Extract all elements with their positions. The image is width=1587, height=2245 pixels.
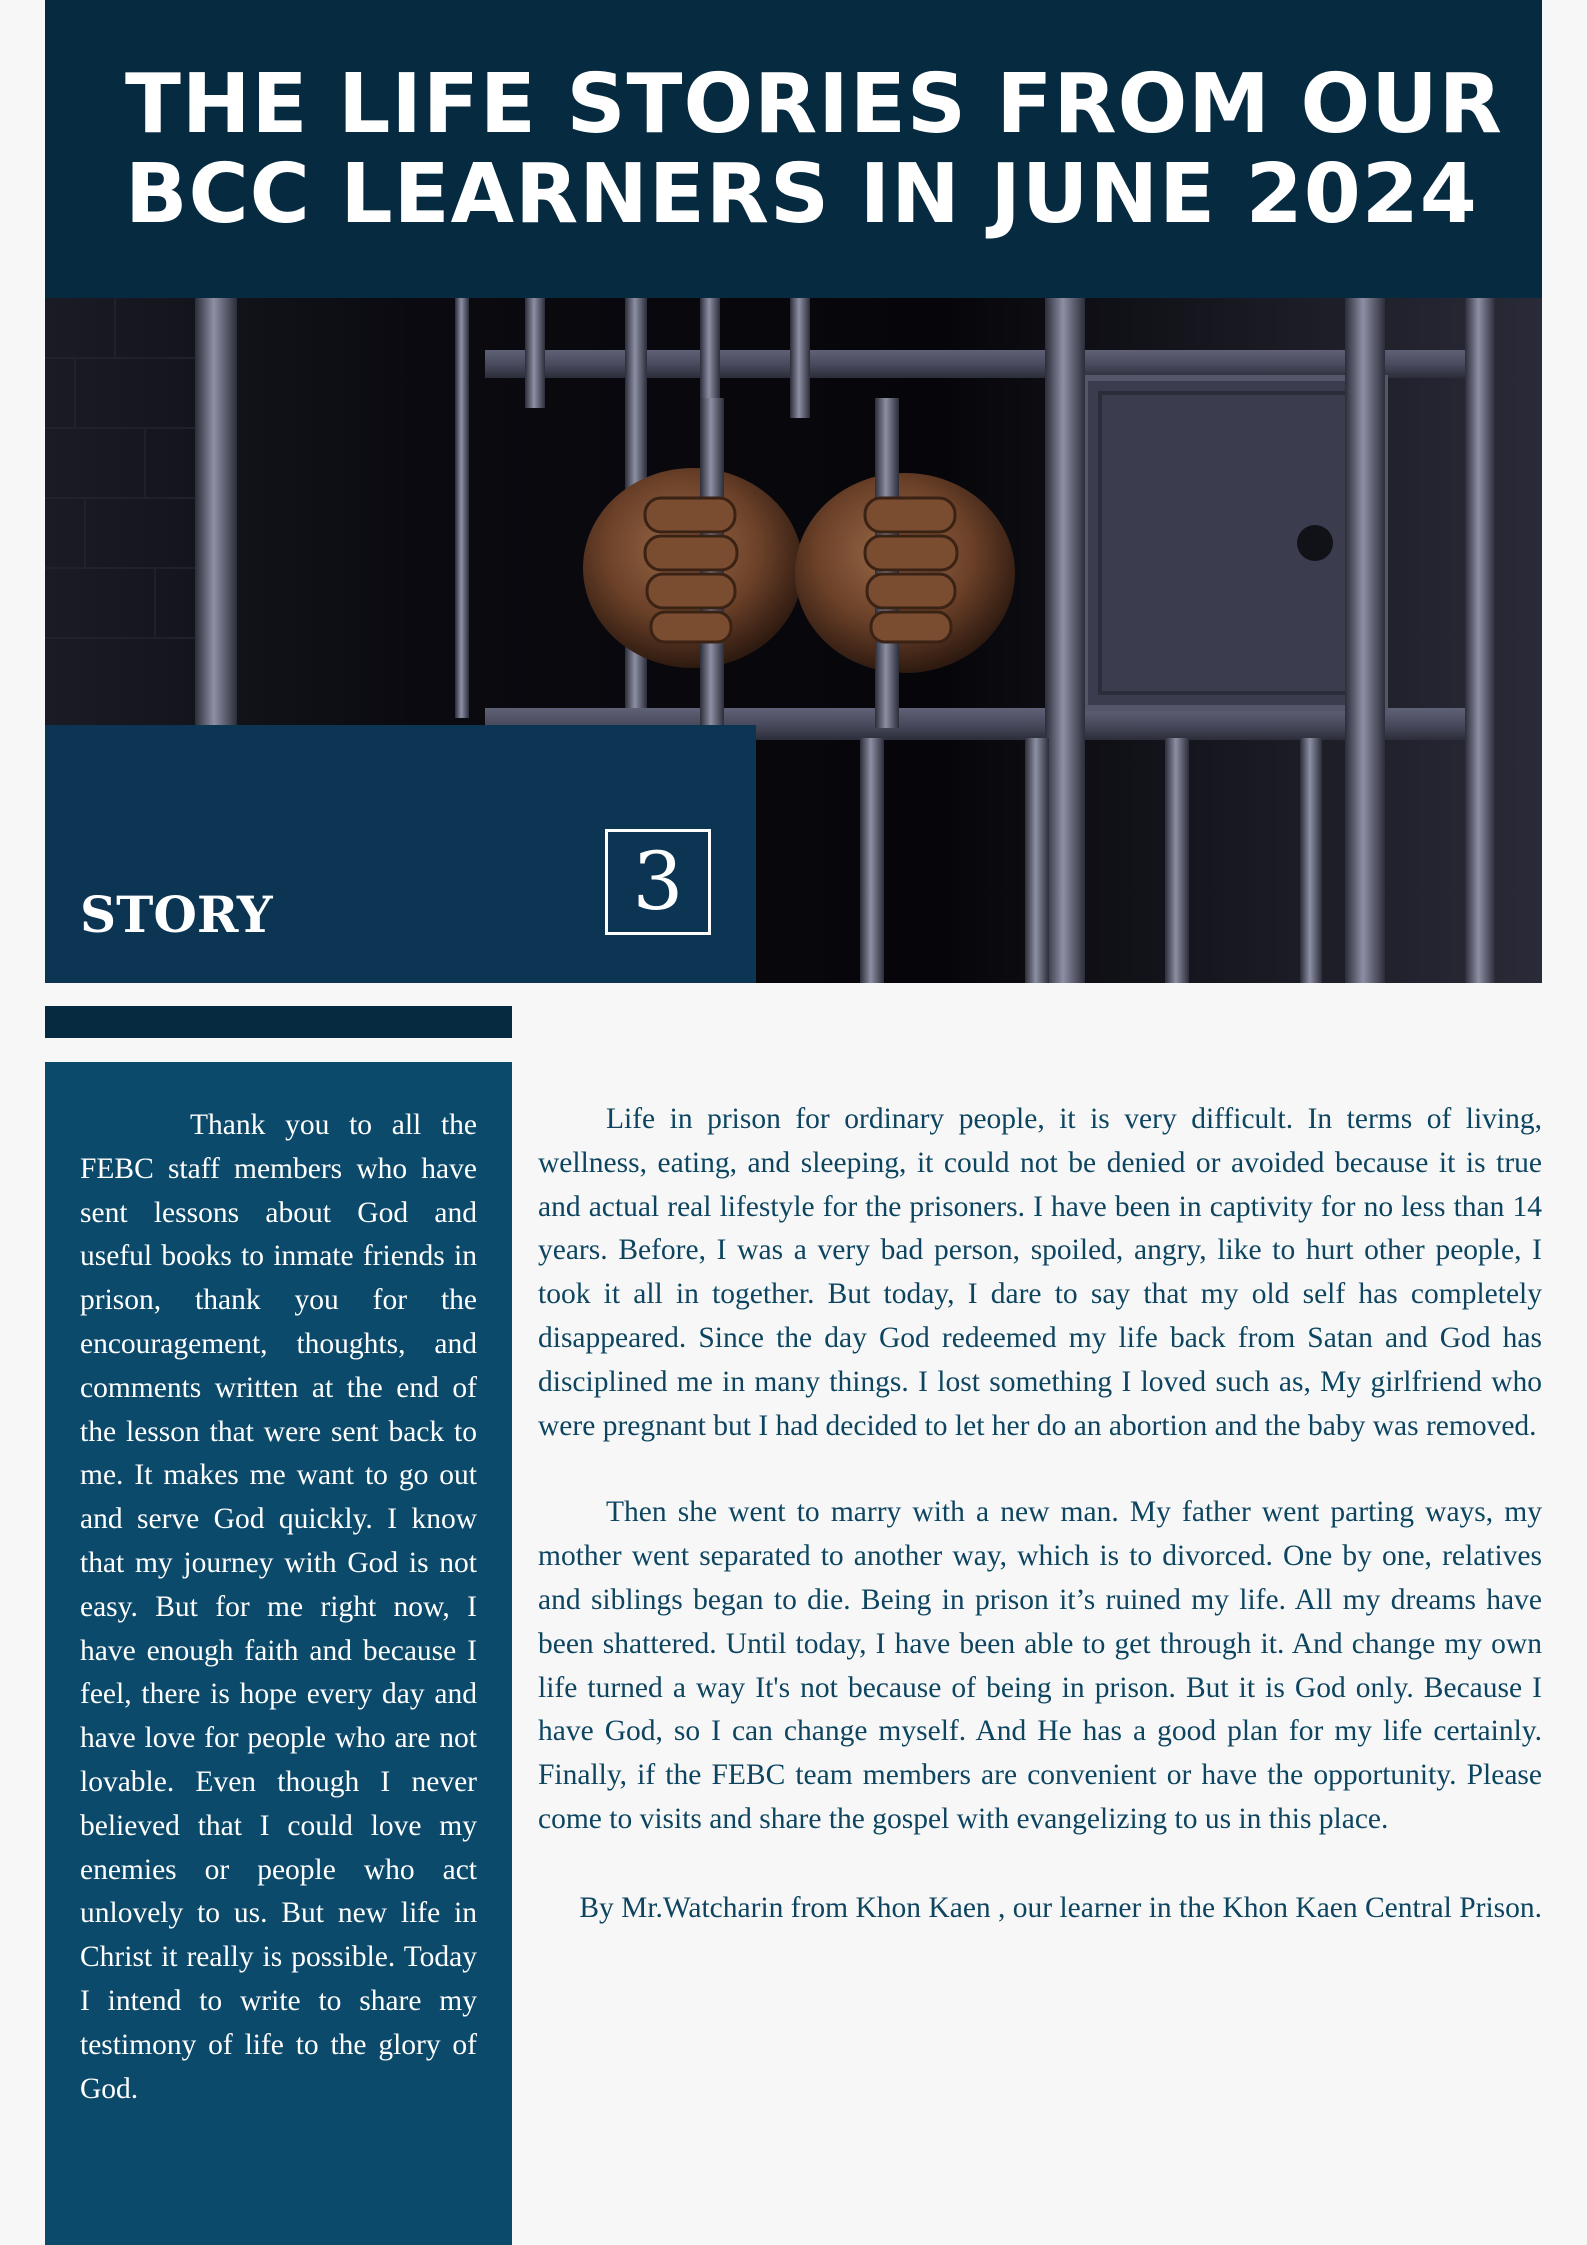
story-number: 3 <box>605 829 711 935</box>
story-label: STORY <box>80 885 273 944</box>
article-body <box>538 1098 1542 1931</box>
sidebar-panel <box>45 1062 512 2245</box>
divider-bar <box>45 1006 512 1038</box>
sidebar-text: Thank you to all the FEBC staff members who have sent lessons about God and useful books to inmate friends in prison, thank you for the encouragement, thoughts, and comments written at the end of the lesson that were sent back to me. It makes me want to go out and serve God quickly. I know that my journey with God is not easy. But for me right now, I have enough faith and because I feel, there is hope every day and have love for people who are not lovable. Even though I never believed that I could love my enemies or people who act unlovely to us. But new life in Christ it really is possible. Today I intend to write to share my testimony of life to the glory of God. <box>80 1109 477 2105</box>
page-title <box>125 57 1503 242</box>
title-line-1: THE LIFE STORIES FROM OUR <box>125 57 1503 152</box>
article-paragraph-1: Life in prison for ordinary people, it is very difficult. In terms of living, wellness, eating, and sleeping, it could not be denied or avoided because it is true and actual real lifestyle for the prisoners. I have been in captivity for no less than 14 years. Before, I was a very bad person, spoiled, angry, like to hurt other people, I took it all in together. But today, I dare to say that my old self has completely disappeared. Since the day God redeemed my life back from Satan and God has disciplined me in many things. I lost something I loved such as, My girlfriend who were pregnant but I had decided to let her do an abortion and the baby was removed. <box>538 1103 1542 1442</box>
title-line-2: BCC LEARNERS IN JUNE 2024 <box>125 147 1478 242</box>
story-badge-panel <box>45 725 756 983</box>
article-paragraph-2: Then she went to marry with a new man. My father went parting ways, my mother went separated to another way, which is to divorced. One by one, relatives and siblings began to die. Being in prison it’s ruined my life. All my dreams have been shattered. Until today, I have been able to get through it. And change my own life turned a way It's not because of being in prison. But it is God only. Because I have God, so I can change myself. And He has a good plan for my life certainly. Finally, if the FEBC team members are convenient or have the opportunity. Please come to visits and share the gospel with evangelizing to us in this place. <box>538 1496 1542 1835</box>
article-byline: By Mr.Watcharin from Khon Kaen , our learner in the Khon Kaen Central Prison. <box>579 1891 1542 1924</box>
header-banner <box>45 0 1542 298</box>
